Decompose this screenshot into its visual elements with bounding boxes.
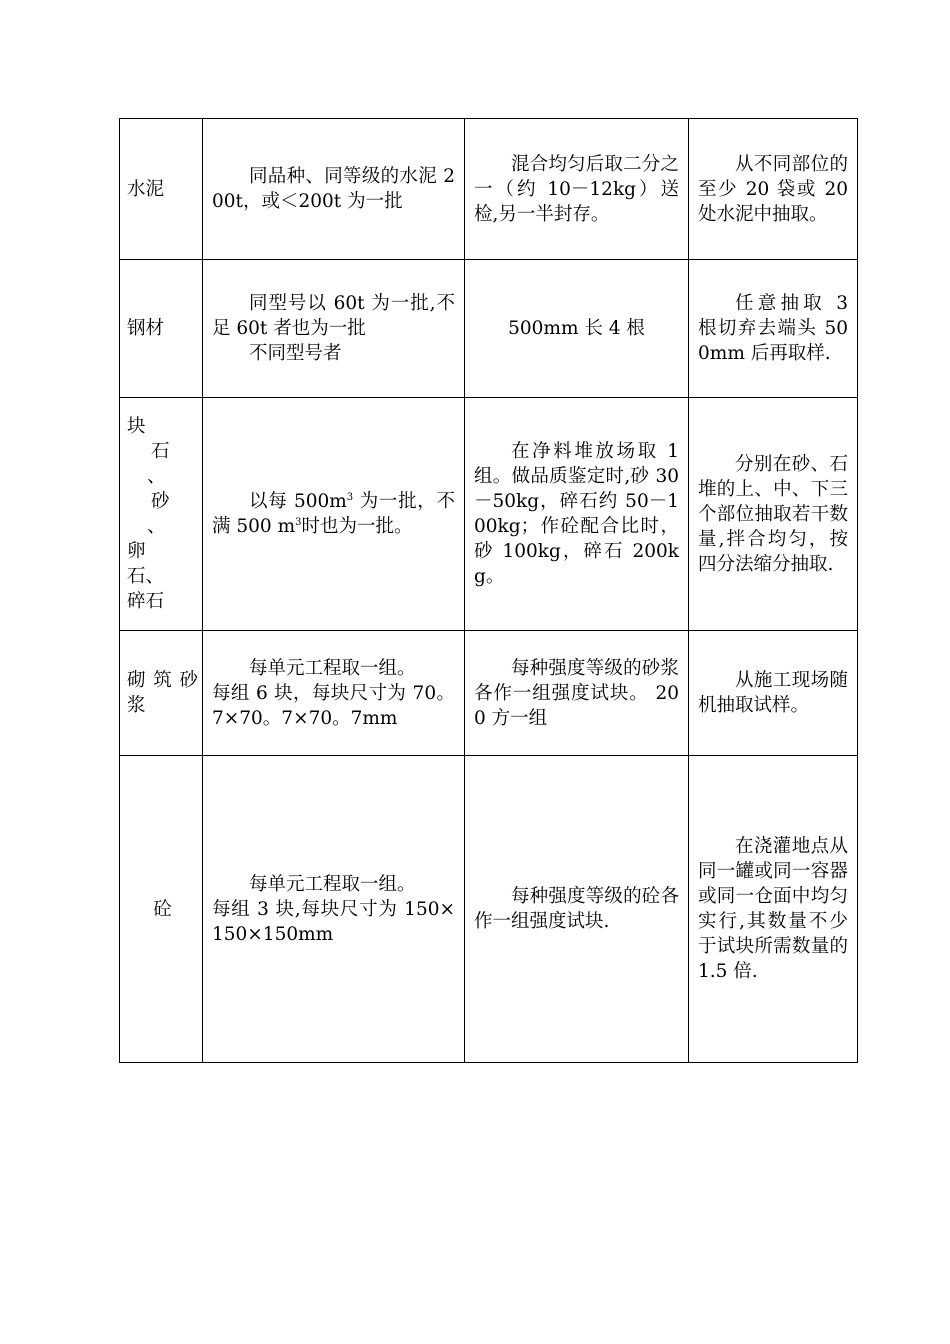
table-row xyxy=(120,119,858,260)
method-text: 在浇灌地点从同一罐或同一容器或同一仓面中均匀实行,其数量不少于试块所需数量的 1.5 倍. xyxy=(698,836,848,982)
material-cell xyxy=(120,398,203,631)
batch-text-part: 以每 500m xyxy=(249,491,347,512)
material-name-line: 、 xyxy=(147,466,166,487)
superscript: 3 xyxy=(346,491,354,503)
material-name-line: 、 xyxy=(147,516,166,537)
material-name-line: 砂 xyxy=(151,491,170,512)
batch-text-part: 为一批，不满 500 m xyxy=(212,491,455,537)
material-cell xyxy=(120,631,203,756)
quantity-text: 在净料堆放场取 1 组。做品质鉴定时,砂 30－50kg，碎石约 50－100kg；作砼配合比时，砂 100kg，碎石 200kg。 xyxy=(474,441,679,587)
quantity-cell xyxy=(465,119,689,260)
batch-text: 同型号以 60t 为一批,不足 60t 者也为一批 xyxy=(212,293,455,339)
method-text: 从不同部位的 至少 20 袋或 20 处水泥中抽取。 xyxy=(698,153,867,225)
quantity-cell xyxy=(465,398,689,631)
sampling-table xyxy=(119,118,867,1063)
material-name: 砌筑砂浆 xyxy=(127,670,198,716)
batch-text-part: 时也为一批。 xyxy=(301,516,413,537)
material-name-line: 块 xyxy=(127,416,146,437)
table-row xyxy=(120,260,858,398)
quantity-text: 500mm 长 4 根 xyxy=(508,318,645,339)
table-row xyxy=(120,631,858,756)
batch-text: 每组 6 块，每块尺寸为 70。7×70。7×70。7mm xyxy=(212,682,455,729)
quantity-cell xyxy=(465,631,689,756)
method-cell xyxy=(689,631,858,756)
batch-cell xyxy=(203,260,465,398)
batch-cell xyxy=(203,398,465,631)
batch-text: 每单元工程取一组。 xyxy=(249,657,416,679)
superscript: 3 xyxy=(295,516,302,528)
batch-text: 每组 3 块,每块尺寸为 150×150×150mm xyxy=(212,898,455,945)
batch-text xyxy=(212,489,455,539)
batch-text: 同品种、同等级的水泥 200t，或＜200t 为一批 xyxy=(212,166,455,212)
batch-text: 不同型号者 xyxy=(249,343,342,364)
quantity-cell xyxy=(465,756,689,1063)
material-name-line: 卵 xyxy=(127,541,146,562)
material-name-line: 碎石 xyxy=(127,591,165,612)
method-cell xyxy=(689,756,858,1063)
method-text: 分别在砂、石堆的上、中、下三个部位抽取若干数量,拌合均匀，按四分法缩分抽取. xyxy=(698,453,848,575)
quantity-text: 混合均匀后取二分之一（约 10－12kg）送检,另一半封存。 xyxy=(474,153,679,225)
material-name: 水泥 xyxy=(127,178,165,200)
material-cell xyxy=(120,260,203,398)
table-row xyxy=(120,756,858,1063)
material-name: 砼 xyxy=(153,898,172,920)
material-cell xyxy=(120,119,203,260)
quantity-text: 每种强度等级的砂浆各作一组强度试块。 200 方一组 xyxy=(474,657,679,729)
quantity-cell xyxy=(465,260,689,398)
method-cell xyxy=(689,260,858,398)
quantity-text: 每种强度等级的砼各作一组强度试块. xyxy=(474,886,679,932)
batch-cell xyxy=(203,756,465,1063)
table-row xyxy=(120,398,858,631)
material-name-line: 石、 xyxy=(127,566,165,587)
material-name: 钢材 xyxy=(127,318,165,339)
material-name-line: 石 xyxy=(151,441,170,462)
batch-cell xyxy=(203,631,465,756)
method-cell xyxy=(689,398,858,631)
material-cell xyxy=(120,756,203,1063)
batch-cell xyxy=(203,119,465,260)
method-text: 任意抽取 3 根切弃去端头 500mm 后再取样. xyxy=(698,293,848,364)
method-cell xyxy=(689,119,867,260)
method-text: 从施工现场随机抽取试样。 xyxy=(698,670,848,716)
batch-text: 每单元工程取一组。 xyxy=(249,873,416,895)
